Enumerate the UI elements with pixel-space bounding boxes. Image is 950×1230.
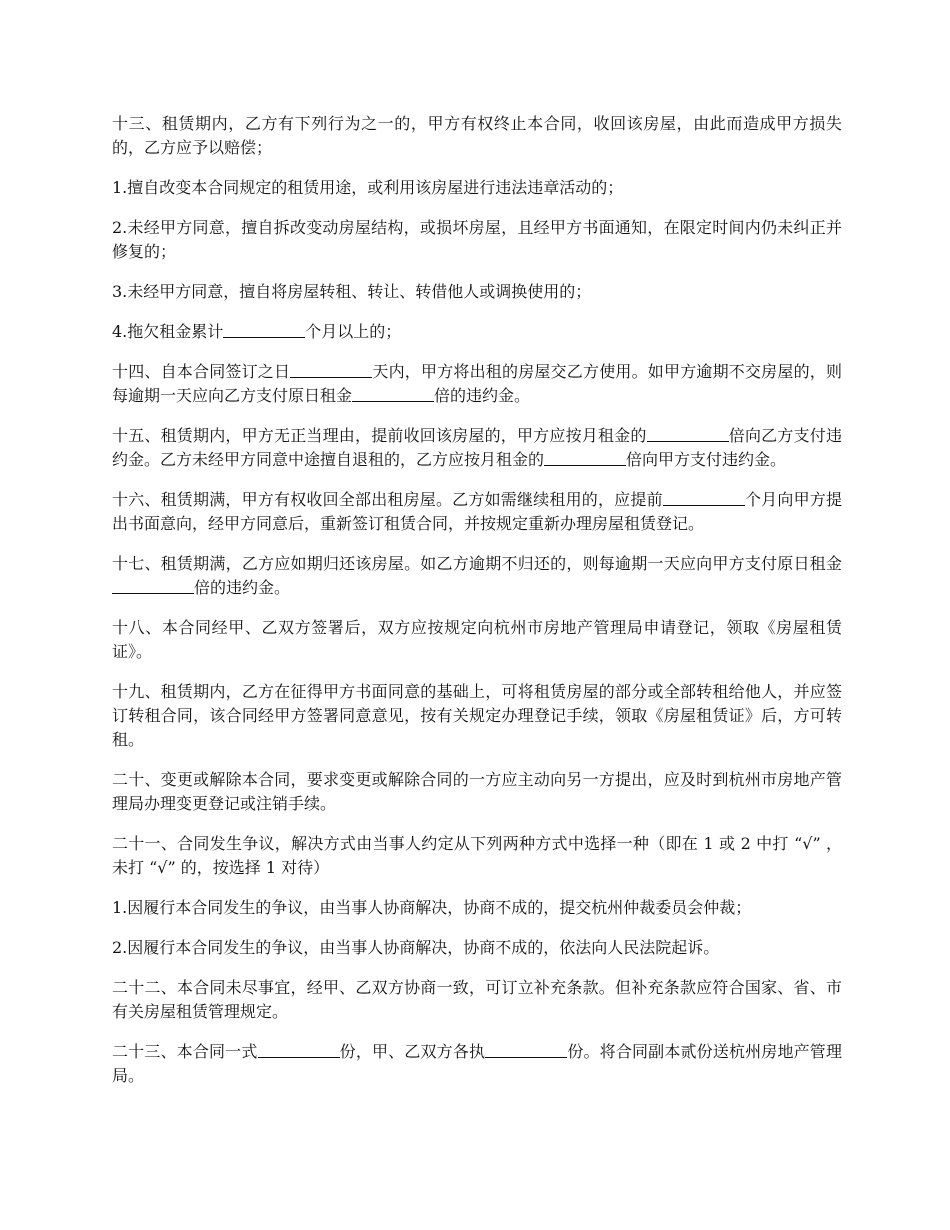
- clause-text: 十四、自本合同签订之日: [112, 362, 291, 381]
- clause-text: 1.擅自改变本合同规定的租赁用途，或利用该房屋进行违法违章活动的；: [112, 178, 624, 197]
- clause-text: 份，甲、乙双方各执: [339, 1042, 486, 1061]
- clause-18: [112, 616, 842, 664]
- fill-blank: [485, 1041, 567, 1058]
- clause-13-item-4: [112, 320, 842, 344]
- clause-15: [112, 424, 842, 472]
- clause-text: 个月向甲方提出书面意向，经甲方同意后，重新签订租赁合同，并按规定重新办理房屋租赁登记。: [112, 490, 842, 533]
- clause-13-item-1: [112, 176, 842, 200]
- clause-21-option-1: [112, 896, 842, 920]
- fill-blank: [290, 361, 372, 378]
- clause-text: 十三、租赁期内，乙方有下列行为之一的，甲方有权终止本合同，收回该房屋，由此而造成甲方损失的，乙方应予以赔偿；: [112, 114, 842, 157]
- clause-text: 天内，甲方将出租的房屋交乙方使用。如甲方逾期不交房屋的，则每逾期一天应向乙方支付原日租金: [112, 362, 842, 405]
- clause-21: [112, 832, 842, 880]
- clause-text: 二十一、合同发生争议，解决方式由当事人约定从下列两种方式中选择一种（即在 1 或 2 中打 “√” ，未打 “√” 的，按选择 1 对待）: [112, 834, 842, 877]
- clause-text: 1.因履行本合同发生的争议，由当事人协商解决，协商不成的，提交杭州仲裁委员会仲裁；: [112, 898, 752, 917]
- clause-16: [112, 488, 842, 536]
- clause-text: 十九、租赁期内，乙方在征得甲方书面同意的基础上，可将租赁房屋的部分或全部转租给他人，并应签订转租合同，该合同经甲方签署同意意见，按有关规定办理登记手续，领取《房屋租赁证》后，方可转租。: [112, 682, 842, 749]
- fill-blank: [258, 1041, 340, 1058]
- clause-text: 倍的违约金。: [194, 578, 291, 597]
- clause-text: 十八、本合同经甲、乙双方签署后，双方应按规定向杭州市房地产管理局申请登记，领取《房屋租赁证》。: [112, 618, 842, 661]
- clause-text: 二十二、本合同未尽事宜，经甲、乙双方协商一致，可订立补充条款。但补充条款应符合国家、省、市有关房屋租赁管理规定。: [112, 978, 842, 1021]
- clause-20: [112, 768, 842, 816]
- clause-13: [112, 112, 842, 160]
- clause-text: 2.未经甲方同意，擅自拆改变动房屋结构，或损坏房屋，且经甲方书面通知，在限定时间内仍未纠正并修复的；: [112, 218, 842, 261]
- fill-blank: [544, 449, 626, 466]
- fill-blank: [663, 489, 745, 506]
- clause-text: 十五、租赁期内，甲方无正当理由，提前收回该房屋的，甲方应按月租金的: [112, 426, 647, 445]
- clause-text: 3.未经甲方同意，擅自将房屋转租、转让、转借他人或调换使用的；: [112, 282, 592, 301]
- clause-text: 倍的违约金。: [434, 386, 531, 405]
- clause-text: 2.因履行本合同发生的争议，由当事人协商解决，协商不成的，依法向人民法院起诉。: [112, 938, 720, 957]
- clause-text: 二十三、本合同一式: [112, 1042, 258, 1061]
- clause-text: 个月以上的；: [305, 322, 402, 341]
- fill-blank: [352, 385, 434, 402]
- clause-text: 倍向甲方支付违约金。: [626, 450, 787, 469]
- clause-text: 十六、租赁期满，甲方有权收回全部出租房屋。乙方如需继续租用的，应提前: [112, 490, 663, 509]
- clause-14: [112, 360, 842, 408]
- clause-23: [112, 1040, 842, 1088]
- clause-text: 倍向乙方支付违约金。乙方未经甲方同意中途擅自退租的，乙方应按月租金的: [112, 426, 842, 469]
- clause-text: 二十、变更或解除本合同，要求变更或解除合同的一方应主动向另一方提出，应及时到杭州市房地产管理局办理变更登记或注销手续。: [112, 770, 842, 813]
- clause-19: [112, 680, 842, 752]
- fill-blank: [647, 425, 729, 442]
- clause-text: 4.拖欠租金累计: [112, 322, 224, 341]
- clause-13-item-3: [112, 280, 842, 304]
- fill-blank: [223, 321, 305, 338]
- clause-17: [112, 552, 842, 600]
- fill-blank: [112, 577, 194, 594]
- clause-13-item-2: [112, 216, 842, 264]
- clause-text: 份。将合同副本贰份送杭州房地产管理局。: [112, 1042, 842, 1085]
- clause-text: 十七、租赁期满，乙方应如期归还该房屋。如乙方逾期不归还的，则每逾期一天应向甲方支付原日租金: [112, 554, 842, 573]
- clause-21-option-2: [112, 936, 842, 960]
- contract-page: [112, 112, 842, 1104]
- clause-22: [112, 976, 842, 1024]
